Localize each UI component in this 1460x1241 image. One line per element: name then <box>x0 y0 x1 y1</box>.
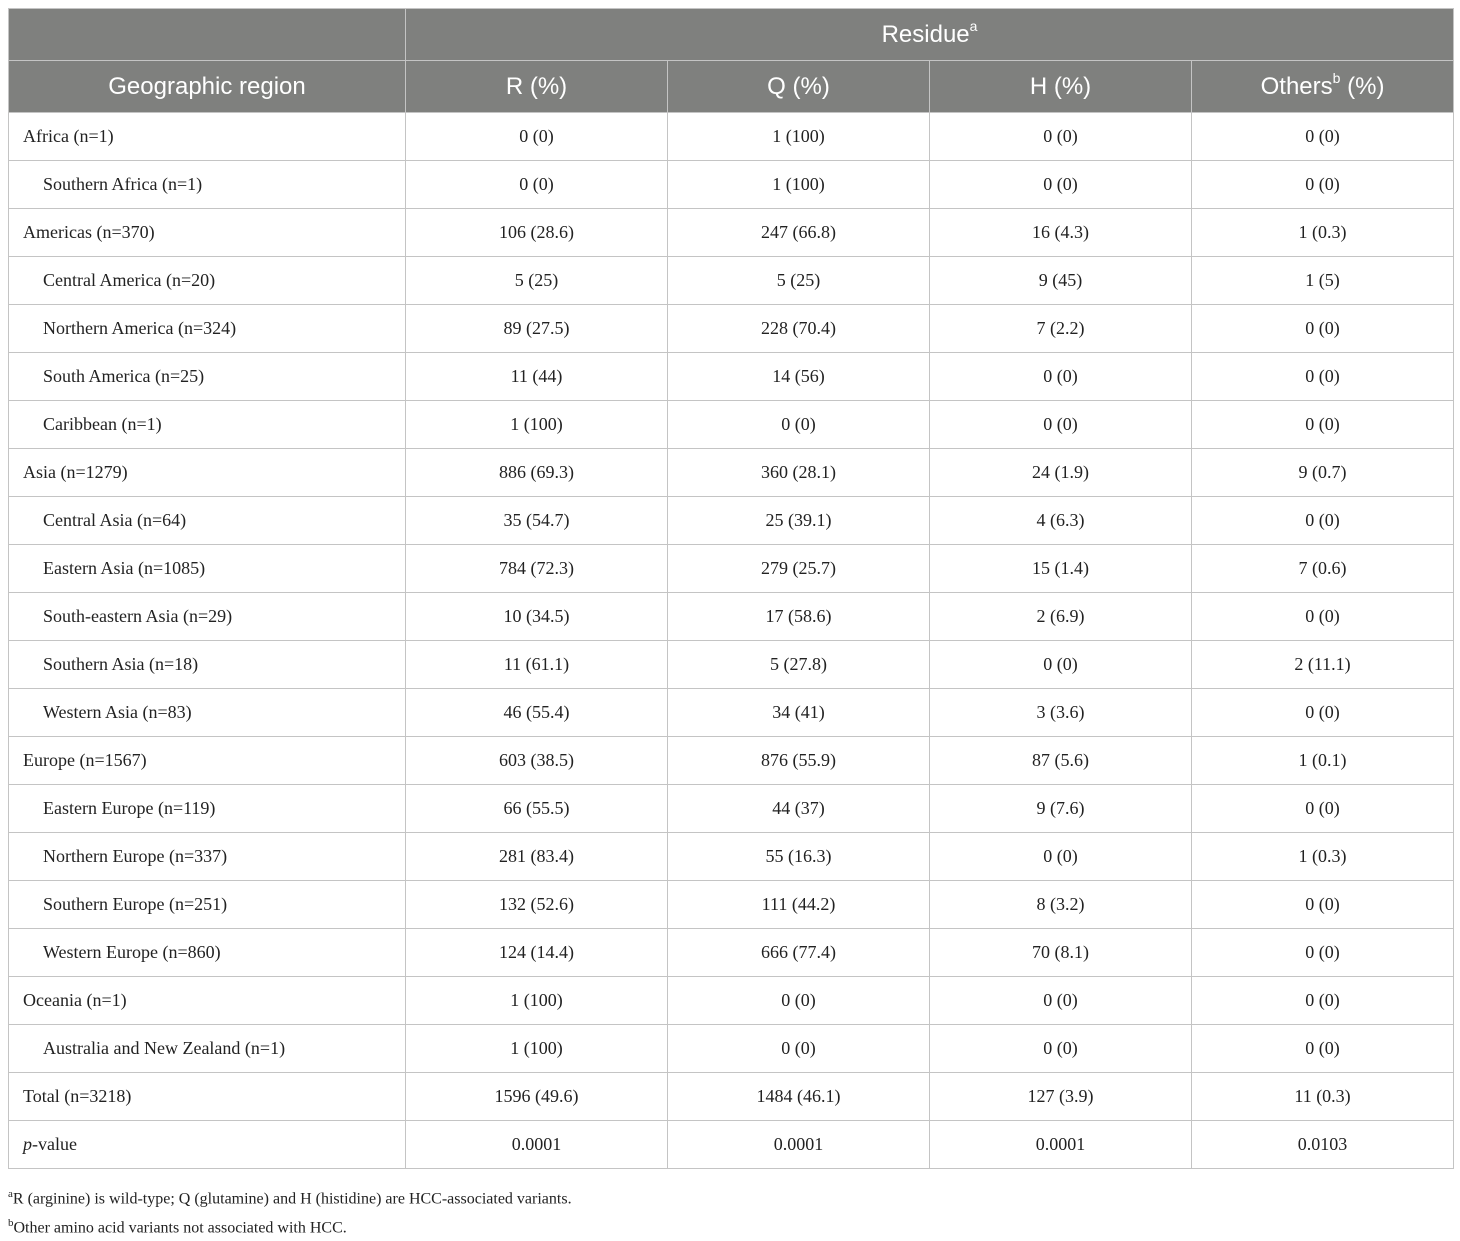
others-cell: 0 (0) <box>1192 161 1454 209</box>
table-row <box>9 593 1454 641</box>
q-cell: 360 (28.1) <box>668 449 930 497</box>
table-row <box>9 929 1454 977</box>
others-cell: 1 (0.3) <box>1192 833 1454 881</box>
others-cell: 7 (0.6) <box>1192 545 1454 593</box>
q-cell: 0 (0) <box>668 977 930 1025</box>
r-cell: 784 (72.3) <box>406 545 668 593</box>
h-cell: 0 (0) <box>930 113 1192 161</box>
region-cell: Western Europe (n=860) <box>9 929 406 977</box>
q-cell: 17 (58.6) <box>668 593 930 641</box>
others-cell: 0 (0) <box>1192 1025 1454 1073</box>
q-cell: 1484 (46.1) <box>668 1073 930 1121</box>
table-row <box>9 689 1454 737</box>
h-cell: 0 (0) <box>930 1025 1192 1073</box>
table-row <box>9 161 1454 209</box>
q-cell: 0 (0) <box>668 401 930 449</box>
h-cell: 9 (7.6) <box>930 785 1192 833</box>
residue-table <box>8 8 1454 1169</box>
h-cell: 70 (8.1) <box>930 929 1192 977</box>
q-pvalue-cell: 0.0001 <box>668 1121 930 1169</box>
pvalue-row <box>9 1121 1454 1169</box>
region-cell: Europe (n=1567) <box>9 737 406 785</box>
q-cell: 666 (77.4) <box>668 929 930 977</box>
h-cell: 0 (0) <box>930 641 1192 689</box>
table-row <box>9 833 1454 881</box>
header-blank-cell <box>9 9 406 61</box>
r-cell: 1 (100) <box>406 977 668 1025</box>
others-cell: 0 (0) <box>1192 785 1454 833</box>
region-cell: South America (n=25) <box>9 353 406 401</box>
r-cell: 35 (54.7) <box>406 497 668 545</box>
r-pvalue-cell: 0.0001 <box>406 1121 668 1169</box>
table-footnotes <box>8 1182 572 1241</box>
region-cell: Southern Europe (n=251) <box>9 881 406 929</box>
q-cell: 0 (0) <box>668 1025 930 1073</box>
table-row <box>9 737 1454 785</box>
h-cell: 2 (6.9) <box>930 593 1192 641</box>
others-cell: 0 (0) <box>1192 689 1454 737</box>
q-cell: 228 (70.4) <box>668 305 930 353</box>
others-cell: 0 (0) <box>1192 929 1454 977</box>
region-cell: South-eastern Asia (n=29) <box>9 593 406 641</box>
region-cell: Total (n=3218) <box>9 1073 406 1121</box>
r-cell: 66 (55.5) <box>406 785 668 833</box>
table-row <box>9 305 1454 353</box>
others-cell: 0 (0) <box>1192 593 1454 641</box>
region-cell: Southern Africa (n=1) <box>9 161 406 209</box>
h-cell: 8 (3.2) <box>930 881 1192 929</box>
table-row <box>9 449 1454 497</box>
region-cell: Northern Europe (n=337) <box>9 833 406 881</box>
others-cell: 1 (0.1) <box>1192 737 1454 785</box>
r-cell: 281 (83.4) <box>406 833 668 881</box>
h-cell: 4 (6.3) <box>930 497 1192 545</box>
region-cell: Central Asia (n=64) <box>9 497 406 545</box>
h-cell: 0 (0) <box>930 161 1192 209</box>
table-row <box>9 257 1454 305</box>
region-cell: Americas (n=370) <box>9 209 406 257</box>
table-row <box>9 545 1454 593</box>
table-row <box>9 401 1454 449</box>
region-cell: Central America (n=20) <box>9 257 406 305</box>
others-cell: 0 (0) <box>1192 881 1454 929</box>
r-cell: 11 (44) <box>406 353 668 401</box>
others-cell: 0 (0) <box>1192 305 1454 353</box>
others-cell: 0 (0) <box>1192 497 1454 545</box>
footnote-b: $^b$Other amino acid variants not associated with HCC. <box>8 1217 347 1237</box>
r-cell: 0 (0) <box>406 113 668 161</box>
q-cell: 14 (56) <box>668 353 930 401</box>
h-cell: 0 (0) <box>930 833 1192 881</box>
table-row <box>9 785 1454 833</box>
r-column-header: R (%) <box>406 61 668 113</box>
h-cell: 16 (4.3) <box>930 209 1192 257</box>
h-cell: 24 (1.9) <box>930 449 1192 497</box>
q-cell: 55 (16.3) <box>668 833 930 881</box>
h-pvalue-cell: 0.0001 <box>930 1121 1192 1169</box>
q-cell: 25 (39.1) <box>668 497 930 545</box>
others-cell: 0 (0) <box>1192 113 1454 161</box>
q-cell: 876 (55.9) <box>668 737 930 785</box>
h-cell: 7 (2.2) <box>930 305 1192 353</box>
region-cell: Northern America (n=324) <box>9 305 406 353</box>
region-cell: Southern Asia (n=18) <box>9 641 406 689</box>
table-row <box>9 209 1454 257</box>
region-cell: Eastern Asia (n=1085) <box>9 545 406 593</box>
r-cell: 1596 (49.6) <box>406 1073 668 1121</box>
h-cell: 15 (1.4) <box>930 545 1192 593</box>
h-cell: 87 (5.6) <box>930 737 1192 785</box>
q-cell: 44 (37) <box>668 785 930 833</box>
footnote-a: $^a$R (arginine) is wild-type; Q (glutamine) and H (histidine) are HCC-associated variants. <box>8 1188 572 1208</box>
region-column-header: Geographic region <box>9 61 406 113</box>
r-cell: 46 (55.4) <box>406 689 668 737</box>
q-cell: 34 (41) <box>668 689 930 737</box>
table-row <box>9 113 1454 161</box>
r-cell: 1 (100) <box>406 1025 668 1073</box>
r-cell: 886 (69.3) <box>406 449 668 497</box>
q-column-header: Q (%) <box>668 61 930 113</box>
region-cell: Eastern Europe (n=119) <box>9 785 406 833</box>
table-row <box>9 497 1454 545</box>
residue-group-header: Residue$^a$ <box>406 9 1454 61</box>
r-cell: 106 (28.6) <box>406 209 668 257</box>
r-cell: 10 (34.5) <box>406 593 668 641</box>
q-cell: 1 (100) <box>668 161 930 209</box>
h-cell: 0 (0) <box>930 353 1192 401</box>
total-row <box>9 1073 1454 1121</box>
r-cell: 603 (38.5) <box>406 737 668 785</box>
region-cell: Australia and New Zealand (n=1) <box>9 1025 406 1073</box>
table-row <box>9 881 1454 929</box>
h-cell: 9 (45) <box>930 257 1192 305</box>
h-cell: 0 (0) <box>930 977 1192 1025</box>
table-row <box>9 641 1454 689</box>
region-cell: Oceania (n=1) <box>9 977 406 1025</box>
h-cell: 0 (0) <box>930 401 1192 449</box>
table-row <box>9 353 1454 401</box>
pvalue-label: p-value <box>9 1121 406 1169</box>
r-cell: 124 (14.4) <box>406 929 668 977</box>
h-cell: 3 (3.6) <box>930 689 1192 737</box>
q-cell: 279 (25.7) <box>668 545 930 593</box>
others-cell: 2 (11.1) <box>1192 641 1454 689</box>
h-cell: 127 (3.9) <box>930 1073 1192 1121</box>
r-cell: 89 (27.5) <box>406 305 668 353</box>
others-cell: 1 (0.3) <box>1192 209 1454 257</box>
q-cell: 1 (100) <box>668 113 930 161</box>
others-column-header: Others$^b$ (%) <box>1192 61 1454 113</box>
others-cell: 0 (0) <box>1192 353 1454 401</box>
others-cell: 1 (5) <box>1192 257 1454 305</box>
r-cell: 11 (61.1) <box>406 641 668 689</box>
region-cell: Western Asia (n=83) <box>9 689 406 737</box>
r-cell: 132 (52.6) <box>406 881 668 929</box>
q-cell: 5 (25) <box>668 257 930 305</box>
table-row <box>9 977 1454 1025</box>
q-cell: 247 (66.8) <box>668 209 930 257</box>
q-cell: 5 (27.8) <box>668 641 930 689</box>
region-cell: Asia (n=1279) <box>9 449 406 497</box>
r-cell: 1 (100) <box>406 401 668 449</box>
q-cell: 111 (44.2) <box>668 881 930 929</box>
r-cell: 0 (0) <box>406 161 668 209</box>
others-pvalue-cell: 0.0103 <box>1192 1121 1454 1169</box>
table-row <box>9 1025 1454 1073</box>
others-cell: 9 (0.7) <box>1192 449 1454 497</box>
region-cell: Africa (n=1) <box>9 113 406 161</box>
others-cell: 0 (0) <box>1192 401 1454 449</box>
others-cell: 11 (0.3) <box>1192 1073 1454 1121</box>
others-cell: 0 (0) <box>1192 977 1454 1025</box>
r-cell: 5 (25) <box>406 257 668 305</box>
region-cell: Caribbean (n=1) <box>9 401 406 449</box>
h-column-header: H (%) <box>930 61 1192 113</box>
